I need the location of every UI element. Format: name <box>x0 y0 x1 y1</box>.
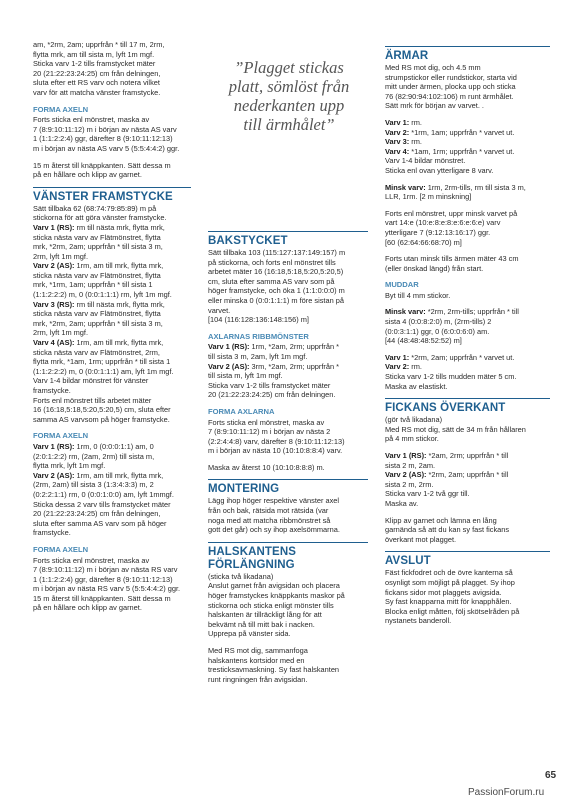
section-heading: AVSLUT <box>385 551 550 567</box>
text-line: 15 m återst till knäppkanten. Sätt dessa m <box>33 160 171 170</box>
text-line: Varv 2 (AS): 3rm, *2am, 2rm; upprfrån * <box>208 361 340 371</box>
text-line: Varv 3: rm. <box>385 137 422 147</box>
text-line: 76 (82:90:94:102:106) m runt ärmhålet. <box>385 91 514 101</box>
text-line: sticka nästa varv av Flätmönstret, flytta <box>33 232 161 242</box>
watermark: PassionForum.ru <box>468 787 545 798</box>
text-line: LLR, 1rm. [2 m minskning] <box>385 192 472 202</box>
section-heading: ÄRMAR <box>385 46 550 62</box>
paragraph <box>208 646 368 684</box>
text-line: Varv 1: rm. <box>385 117 422 127</box>
text-line: Med RS mot dig, och 4.5 mm <box>385 63 481 72</box>
text-line: (2:2:4:4:8) varv, därefter 8 (9:10:11:12:13) <box>208 436 345 446</box>
text-line: 20 (21:22:23:24:25) cm från delningen, <box>33 509 161 519</box>
paragraph <box>385 254 550 273</box>
subsection-heading: MUDDAR <box>385 280 419 290</box>
paragraph <box>33 40 191 98</box>
page-number: 65 <box>545 770 557 781</box>
text-line: Varv 2: *1rm, 1am; upprfrån * varvet ut. <box>385 127 515 137</box>
pull-quote <box>206 58 372 134</box>
text-line: Anslut garnet från avigsidan och placera <box>208 581 340 591</box>
text-line: 20 (21:22:23:24:25) cm från delningen, <box>33 68 161 78</box>
paragraph <box>33 161 191 180</box>
text-line: vart 14:e (10:e:8:e:8:e:6:e:6:e) varv <box>385 218 501 228</box>
text-line: sista 2 m, 2am. <box>385 460 436 470</box>
text-line: Sticka enl ovan ytterligare 8 varv. <box>385 165 494 175</box>
text-line: Maska av återst 10 (10:10:8:8:8) m. <box>208 462 325 472</box>
text-line: sista 2 m, 2rm. <box>385 479 434 489</box>
paragraph <box>33 556 191 614</box>
paragraph <box>208 572 368 639</box>
text-line: framstycke. <box>33 528 71 538</box>
text-line: (eller önskad längd) från start. <box>385 263 484 273</box>
text-line: samma AS varvsom på höger framstycke. <box>33 414 170 424</box>
text-line: garnända så att du kan sy fast fickans <box>385 525 510 535</box>
text-line: Byt till 4 mm stickor. <box>385 290 451 300</box>
text-line: på en hållare och klipp av garnet. <box>33 603 142 613</box>
text-line: Varv 1-4 bildar mönstret. <box>385 156 466 166</box>
text-line: [44 (48:48:48:52:52) m] <box>385 336 462 346</box>
text-line: [104 (116:128:136:148:156) m] <box>208 315 309 325</box>
text-line: från och bak, rätsida mot rätsida (var <box>208 506 329 516</box>
text-line: flytta mrk, am till sista m, lyft 1m mgf. <box>33 49 155 59</box>
paragraph <box>385 118 550 176</box>
text-line: (0:2:2:1:1) rm, 0 (0:0:1:0:0) am, lyft 1mmgf. <box>33 489 174 499</box>
text-line: m i början av nästa 10 (10:10:8:8:4) varv. <box>208 446 343 456</box>
text-line: Med RS mot dig, sammanfoga <box>208 646 308 655</box>
text-line: Sticka dessa 2 varv tills framstycket mäter <box>33 499 171 509</box>
text-line: Minsk varv: 1rm, 2rm-tills, rm till sista 3 m, <box>385 182 526 192</box>
text-line: Sätt tillbaka 103 (115:127:137:149:157) m <box>208 248 346 257</box>
text-line: Fäst fickfodret och de övre kanterna så <box>385 568 513 578</box>
text-line: m i början av nästa AS varv 5 (5:5:4:4:2) ggr. <box>33 143 180 153</box>
text-line: Forts enl mönstret tills arbetet mäter <box>33 395 152 405</box>
text-line: höger framstycke, och öka 1 (1:1:0:0:0) m <box>208 286 345 296</box>
paragraph <box>208 418 368 456</box>
text-line: Forts utan minsk tills ärmen mäter 43 cm <box>385 254 519 264</box>
text-line: Varv 3 (RS): rm till nästa mrk, flytta mrk, <box>33 299 165 309</box>
text-line: bekvämt nå till mitt bak i nacken. <box>208 619 315 629</box>
text-line: fickans sidor mot plaggets avigsida. <box>385 587 502 597</box>
text-line: stickorna för att göra vänster framstycke. <box>33 213 167 223</box>
subsection-heading: FORMA AXELN <box>33 544 89 554</box>
text-line: Varv 4: *1am, 1rm; upprfrån * varvet ut. <box>385 146 515 156</box>
text-line: runt ringningen från avigsidan. <box>208 674 308 684</box>
section-heading: FICKANS ÖVERKANT <box>385 398 550 414</box>
text-line: mrk, *2rm, 2am; upprfrån * till sista 3 m, <box>33 242 163 252</box>
text-line: Varv 2 (AS): *2rm, 2am; upprfrån * till <box>385 470 509 480</box>
quote-line: till ärmhålet” <box>243 115 335 134</box>
text-line: sticka nästa varv av Flätmönstret, 2rm, <box>33 347 160 357</box>
text-line: Upprepa på vänster sida. <box>208 629 291 639</box>
text-line: 15 m återst till knäppkanten. Sätt dessa m <box>33 593 171 603</box>
text-line: höger framstyckes knäppkants maskor på <box>208 591 345 601</box>
text-line: arbetet mäter 16 (16:18,5:18,5:20,5:20,5) <box>208 267 344 277</box>
paragraph <box>385 183 550 202</box>
paragraph <box>385 209 550 247</box>
text-line: flytta mrk, *1am, 1rm; upprfrån * till sista 1 <box>33 357 171 367</box>
section-heading: HALSKANTENS <box>208 542 368 558</box>
text-line: sticka nästa varv av Flätmönstret, flytta <box>33 270 161 280</box>
subsection-heading: FORMA AXELN <box>33 431 89 441</box>
text-line: Varv 1 (RS): *2am, 2rm; upprfrån * till <box>385 451 509 460</box>
text-line: Varv 2 (AS): 1rm, am till mrk, flytta mrk, <box>33 261 164 271</box>
text-line: 1 (1:1:2:2:4) ggr, därefter 8 (9:10:11:12:13) <box>33 574 173 584</box>
text-line: sluta efter ett RS varv och notera vilket <box>33 78 160 88</box>
text-line: (1:1:2:2:2) m, 0 (0:0:1:1:1) am, lyft 1m mgf. <box>33 366 174 376</box>
text-line: cm, sluta efter samma AS varv som på <box>208 276 335 286</box>
text-line: 1 (1:1:2:2:4) ggr, därefter 8 (9:10:11:12:13) <box>33 134 173 144</box>
text-line: Minsk varv: *2rm, 2rm-tills; upprfrån * till <box>385 307 519 317</box>
text-line: överkant mot plagget. <box>385 534 457 544</box>
text-line: noga med att matcha ribbmönstret så <box>208 515 331 525</box>
text-line: Blocka enligt måtten, följ skötselråden på <box>385 606 520 616</box>
text-line: strumpstickor eller rundstickor, starta vid <box>385 72 517 82</box>
text-line: Forts sticka enl mönstret, maska av <box>33 115 150 125</box>
text-line: eller minska 0 (0:0:1:1:1) m före sistan på <box>208 295 344 305</box>
paragraph <box>208 248 368 325</box>
text-line: m i början av nästa RS varv 5 (5:5:4:4:2) ggr. <box>33 584 181 594</box>
paragraph <box>385 568 550 626</box>
text-line: på 4 mm stickor. <box>385 434 439 444</box>
text-line: nystanets banderoll. <box>385 616 452 626</box>
paragraph <box>33 115 191 153</box>
text-line: till sista m, lyft 1m mgf. <box>208 371 283 381</box>
text-line: gott det går) och sy ihop axelsömmarna. <box>208 525 340 535</box>
text-line: Sätt tillbaka 62 (68:74:79:85:89) m på <box>33 203 157 213</box>
paragraph <box>208 463 368 473</box>
paragraph <box>385 451 550 509</box>
text-line: 16 (16:18,5:18,5:20,5:20,5) cm, sluta efter <box>33 405 171 415</box>
text-line: sticka nästa varv av Flätmönstret, flytta <box>33 309 161 319</box>
text-line: Varv 4 (AS): 1rm, am till mrk, flytta mrk, <box>33 338 164 348</box>
paragraph <box>385 415 550 444</box>
text-line: 20 (21:22:23:24:25) cm från delningen. <box>208 390 336 400</box>
subsection-heading: AXLARNAS RIBBMÖNSTER <box>208 331 309 341</box>
paragraph <box>385 63 550 111</box>
text-line: [60 (62:64:66:68:70) m] <box>385 237 462 247</box>
paragraph <box>385 353 550 391</box>
text-line: varvet. <box>208 305 231 315</box>
text-line: Klipp av garnet och lämna en lång <box>385 515 497 525</box>
paragraph <box>385 291 550 301</box>
text-line: mitt under ärmen, plocka upp och sticka <box>385 82 516 92</box>
quote-line: nederkanten upp <box>233 96 345 115</box>
text-line: halskanten är tillräckligt lång för att <box>208 610 322 620</box>
text-line: Forts enl mönstret, uppr minsk varvet på <box>385 208 518 218</box>
text-line: Sticka varv 1-2 tills framstycket mäter <box>33 59 156 69</box>
section-heading: BAKSTYCKET <box>208 231 368 247</box>
paragraph <box>385 516 550 545</box>
subsection-heading: FORMA AXLARNA <box>208 406 275 416</box>
text-line: Varv 1 (RS): rm till nästa mrk, flytta mrk, <box>33 222 165 232</box>
text-line: 2rm, lyft 1m mgf. <box>33 251 89 261</box>
text-line: 7 (8:9:10:11:12) m i början av nästa 2 <box>208 427 331 437</box>
section-heading: VÄNSTER FRAMSTYCKE <box>33 187 191 203</box>
text-line: tresticksavmaskning. Sy fast halskanten <box>208 665 340 675</box>
text-line: (sticka två likadana) <box>208 571 274 581</box>
text-line: am, *2rm, 2am; upprfrån * till 17 m, 2rm, <box>33 40 165 49</box>
text-line: ytterligare 7 (9:12:13:16:17) ggr. <box>385 227 491 237</box>
text-line: halskantens kortsidor med en <box>208 655 305 665</box>
text-line: osynligt som möjligt på plagget. Sy ihop <box>385 577 515 587</box>
text-line: sluta efter samma AS varv som på höger <box>33 518 167 528</box>
text-line: Varv 1: *2rm, 2am; upprfrån * varvet ut. <box>385 352 515 362</box>
paragraph <box>208 496 368 534</box>
text-line: Sticka varv 1-2 två ggr till. <box>385 489 470 499</box>
text-line: (1:1:2:2:2) m, 0 (0:0:1:1:1) rm, lyft 1m mgf. <box>33 290 172 300</box>
text-line: sista 4 (0:0:8:2:0) m, (2rm-tills) 2 <box>385 317 492 327</box>
text-line: mrk, *1rm, 1am; upprfrån * till sista 1 <box>33 280 153 290</box>
text-line: på en hållare och klipp av garnet. <box>33 170 142 180</box>
text-line: Lägg ihop höger respektive vänster axel <box>208 496 340 506</box>
paragraph <box>385 307 550 345</box>
column-left <box>33 40 191 620</box>
text-line: mrk, *2rm, 2am; upprfrån * till sista 3 m, <box>33 318 163 328</box>
text-line: Varv 2: rm. <box>385 362 422 372</box>
text-line: (0:0:3:1:1) ggr, 0 (6:0:0:6:0) am. <box>385 326 490 336</box>
text-line: Maska av elastiskt. <box>385 381 448 391</box>
text-line: Varv 1-4 bildar mönstret för vänster <box>33 376 149 386</box>
subsection-heading: FORMA AXELN <box>33 104 89 114</box>
section-heading: FÖRLÄNGNING <box>208 558 295 571</box>
text-line: Sticka varv 1-2 tills framstycket mäter <box>208 380 331 390</box>
quote-line: ”Plagget stickas <box>234 58 344 77</box>
paragraph <box>33 204 191 425</box>
text-line: flytta mrk, lyft 1m mgf. <box>33 461 106 471</box>
text-line: Forts sticka enl mönstret, maska av <box>33 555 150 565</box>
text-line: Sy fast knapparna mitt för knapphålen. <box>385 597 512 607</box>
paragraph <box>208 342 368 400</box>
text-line: Forts sticka enl mönstret, maska av <box>208 417 325 427</box>
text-line: på stickorna, och forts enl mönstret tills <box>208 257 336 267</box>
column-middle <box>208 225 368 691</box>
text-line: Varv 1 (RS): 1rm, 0 (0:0:0:1:1) am, 0 <box>33 441 154 451</box>
text-line: Sätt mrk för början av varvet. . <box>385 101 484 111</box>
text-line: 7 (8:9:10:11:12) m i början av nästa AS varv <box>33 124 177 134</box>
text-line: Med RS mot dig, sätt de 34 m från hållaren <box>385 424 526 434</box>
text-line: (2rm, 2am) till sista 3 (1:3:4:3:3) m, 2 <box>33 480 154 490</box>
quote-line: platt, sömlöst från <box>228 77 350 96</box>
text-line: (gör två likadana) <box>385 415 443 425</box>
column-right <box>385 40 550 633</box>
text-line: 7 (8:9:10:11:12) m i början av nästa RS varv <box>33 565 178 575</box>
text-line: Varv 1 (RS): 1rm, *2am, 2rm; upprfrån * <box>208 342 340 352</box>
text-line: framstycke. <box>33 386 71 395</box>
text-line: till sista 3 m, 2am, lyft 1m mgf. <box>208 351 308 361</box>
paragraph <box>33 442 191 538</box>
text-line: Maska av. <box>385 498 419 508</box>
text-line: stickorna och sticka enligt mönster tills <box>208 600 334 610</box>
text-line: Varv 2 (AS): 1rm, am till mrk, flytta mrk, <box>33 470 164 480</box>
text-line: (2:0:1:2:2) rm, (2am, 2rm) till sista m, <box>33 451 155 461</box>
text-line: varv för att matcha vänster framstycke. <box>33 87 161 97</box>
section-heading: MONTERING <box>208 479 368 495</box>
text-line: Sticka varv 1-2 tills mudden mäter 5 cm. <box>385 372 517 382</box>
text-line: 2rm, lyft 1m mgf. <box>33 328 89 338</box>
